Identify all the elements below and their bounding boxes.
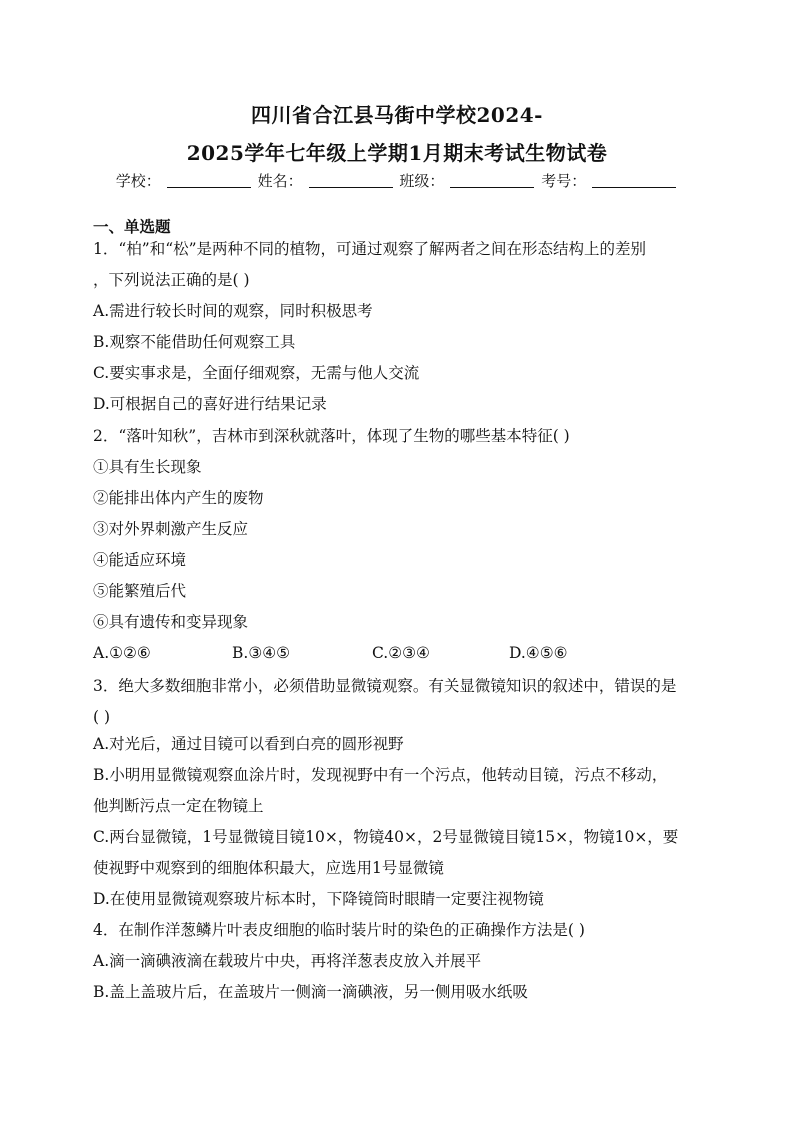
q3-stem-line2: ( ) <box>93 708 111 726</box>
exam-title-line2: 2025学年七年级上学期1月期末考试生物试卷 <box>186 141 608 165</box>
q2-stem: 2．“落叶知秋”，吉林市到深秋就落叶，体现了生物的哪些基本特征( ) <box>93 427 570 445</box>
q4-option-b: B.盖上盖玻片后，在盖玻片一侧滴一滴碘液，另一侧用吸水纸吸 <box>93 983 528 1001</box>
q3-stem-line1: 3．绝大多数细胞非常小，必须借助显微镜观察。有关显微镜知识的叙述中，错误的是 <box>93 677 677 695</box>
name-label: 姓名： <box>257 172 303 190</box>
student-info-row <box>0 170 794 191</box>
q2-item-6: ⑥具有遗传和变异现象 <box>93 613 249 631</box>
q3-option-c-line1: C.两台显微镜，1号显微镜目镜10×，物镜40×，2号显微镜目镜15×，物镜10×，要 <box>93 828 679 846</box>
q3-option-b-line2: 他判断污点一定在物镜上 <box>93 797 264 815</box>
exam-number-blank <box>592 172 676 188</box>
q1-option-a: A.需进行较长时间的观察，同时积极思考 <box>93 302 373 320</box>
section-heading: 一、单选题 <box>93 217 171 236</box>
class-blank <box>450 172 534 188</box>
q4-stem: 4．在制作洋葱鳞片叶表皮细胞的临时装片时的染色的正确操作方法是( ) <box>93 921 585 939</box>
q2-item-5: ⑤能繁殖后代 <box>93 582 187 600</box>
q3-option-d: D.在使用显微镜观察玻片标本时，下降镜筒时眼睛一定要注视物镜 <box>93 890 544 908</box>
q2-item-3: ③对外界刺激产生反应 <box>93 520 249 538</box>
q2-item-2: ②能排出体内产生的废物 <box>93 489 264 507</box>
name-blank <box>309 172 393 188</box>
q1-option-b: B.观察不能借助任何观察工具 <box>93 333 296 351</box>
school-blank <box>167 172 251 188</box>
school-label: 学校： <box>115 172 161 190</box>
q1-stem-line1: 1．“柏”和“松”是两种不同的植物，可通过观察了解两者之间在形态结构上的差别 <box>93 240 647 258</box>
q3-option-a: A.对光后，通过目镜可以看到白亮的圆形视野 <box>93 735 404 753</box>
q2-item-1: ①具有生长现象 <box>93 458 202 476</box>
q2-options-row <box>93 644 713 664</box>
q2-option-a: A.①②⑥ <box>93 644 151 662</box>
exam-title-line1: 四川省合江县马街中学校2024- <box>251 103 543 127</box>
exam-number-label: 考号： <box>541 172 587 190</box>
q2-option-c: C.②③④ <box>372 644 430 662</box>
q2-option-b: B.③④⑤ <box>232 644 291 662</box>
q3-option-c-line2: 使视野中观察到的细胞体积最大，应选用1号显微镜 <box>93 859 444 877</box>
q1-stem-line2: ，下列说法正确的是( ) <box>93 271 250 289</box>
q4-option-a: A.滴一滴碘液滴在载玻片中央，再将洋葱表皮放入并展平 <box>93 952 482 970</box>
class-label: 班级： <box>399 172 445 190</box>
q2-item-4: ④能适应环境 <box>93 551 187 569</box>
q2-option-d: D.④⑤⑥ <box>509 644 568 662</box>
q1-option-c: C.要实事求是，全面仔细观察，无需与他人交流 <box>93 364 420 382</box>
q1-option-d: D.可根据自己的喜好进行结果记录 <box>93 395 327 413</box>
q3-option-b-line1: B.小明用显微镜观察血涂片时，发现视野中有一个污点，他转动目镜，污点不移动， <box>93 766 668 784</box>
